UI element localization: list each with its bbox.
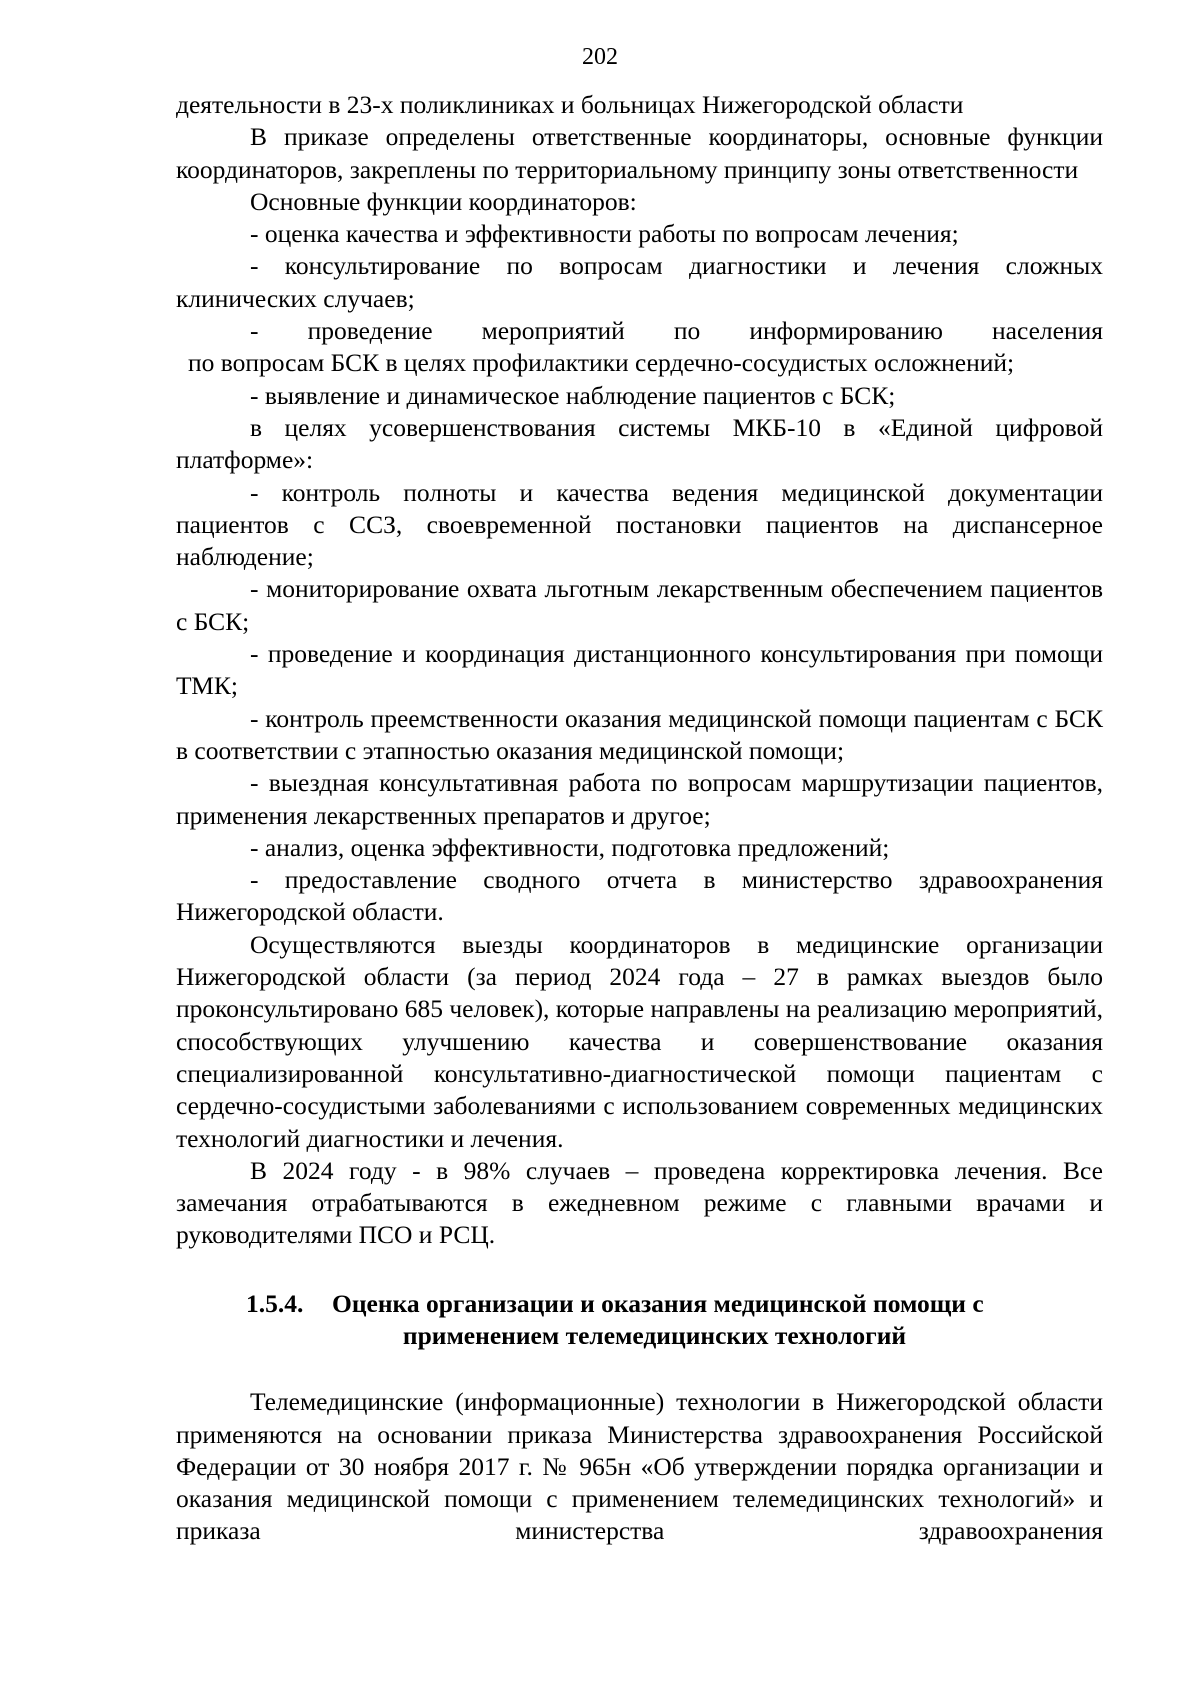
list-item: - анализ, оценка эффективности, подготовка предложений; bbox=[250, 832, 890, 862]
paragraph: В приказе определены ответственные координаторы, основные функции координаторов, закреплены по территориальному принципу зоны ответственности bbox=[176, 122, 1103, 184]
list-item: - выездная консультативная работа по вопросам маршрутизации пациентов, применения лекарственных препаратов и другое; bbox=[176, 768, 1103, 830]
list-item: - контроль полноты и качества ведения медицинской документации пациентов с ССЗ, своевременной постановки пациентов на диспансерное наблюдение; bbox=[176, 477, 1103, 572]
list-item: - проведение мероприятий по информированию населения bbox=[250, 316, 1103, 346]
list-item: - выявление и динамическое наблюдение пациентов с БСК; bbox=[250, 380, 896, 410]
list-item: - проведение и координация дистанционного консультирования при помощи ТМК; bbox=[176, 639, 1103, 701]
paragraph: Основные функции координаторов: bbox=[250, 186, 637, 216]
paragraph: Осуществляются выезды координаторов в медицинские организации Нижегородской области (за период 2024 года – 27 в рамках выездов было проконсультировано 685 человек), которые направлены на реализацию мероприятий, способствующих улучшению качества и совершенствование оказания специализированной консультативно-диагностической помощи пациентам с сердечно-сосудистыми заболеваниями с использованием современных медицинских технологий диагностики и лечения. bbox=[176, 929, 1103, 1153]
section-heading-line-1 bbox=[176, 1288, 1103, 1320]
list-item: - контроль преемственности оказания медицинской помощи пациентам с БСК в соответствии с этапностью оказания медицинской помощи; bbox=[176, 703, 1103, 765]
list-item: - мониторирование охвата льготным лекарственным обеспечением пациентов с БСК; bbox=[176, 574, 1103, 636]
paragraph: В 2024 году - в 98% случаев – проведена корректировка лечения. Все замечания отрабатываются в ежедневном режиме с главными врачами и руководителями ПСО и РСЦ. bbox=[176, 1155, 1103, 1250]
paragraph: деятельности в 23-х поликлиниках и больницах Нижегородской области bbox=[176, 90, 964, 119]
section-number: 1.5.4. bbox=[246, 1288, 304, 1318]
section-heading bbox=[176, 1288, 1103, 1353]
list-item: - консультирование по вопросам диагностики и лечения сложных клинических случаев; bbox=[176, 251, 1103, 313]
list-item: - предоставление сводного отчета в министерство здравоохранения Нижегородской области. bbox=[176, 865, 1103, 927]
section-title-part-2: применением телемедицинских технологий bbox=[402, 1320, 907, 1350]
section-title-part-1: Оценка организации и оказания медицинской помощи с bbox=[332, 1288, 984, 1318]
paragraph: Телемедицинские (информационные) технологии в Нижегородской области применяются на основании приказа Министерства здравоохранения Российской Федерации от 30 ноября 2017 г. № 965н «Об утверждении порядка организации и оказания медицинской помощи с применением телемедицинских технологий» и приказа министерства здравоохранения bbox=[176, 1387, 1103, 1546]
page-number: 202 bbox=[582, 44, 618, 70]
paragraph: в целях усовершенствования системы МКБ-10 в «Единой цифровой платформе»: bbox=[176, 412, 1103, 475]
list-item: - оценка качества и эффективности работы по вопросам лечения; bbox=[250, 219, 959, 249]
document-body bbox=[176, 89, 1103, 1548]
list-item-continuation: по вопросам БСК в целях профилактики сердечно-сосудистых осложнений; bbox=[188, 348, 1015, 378]
